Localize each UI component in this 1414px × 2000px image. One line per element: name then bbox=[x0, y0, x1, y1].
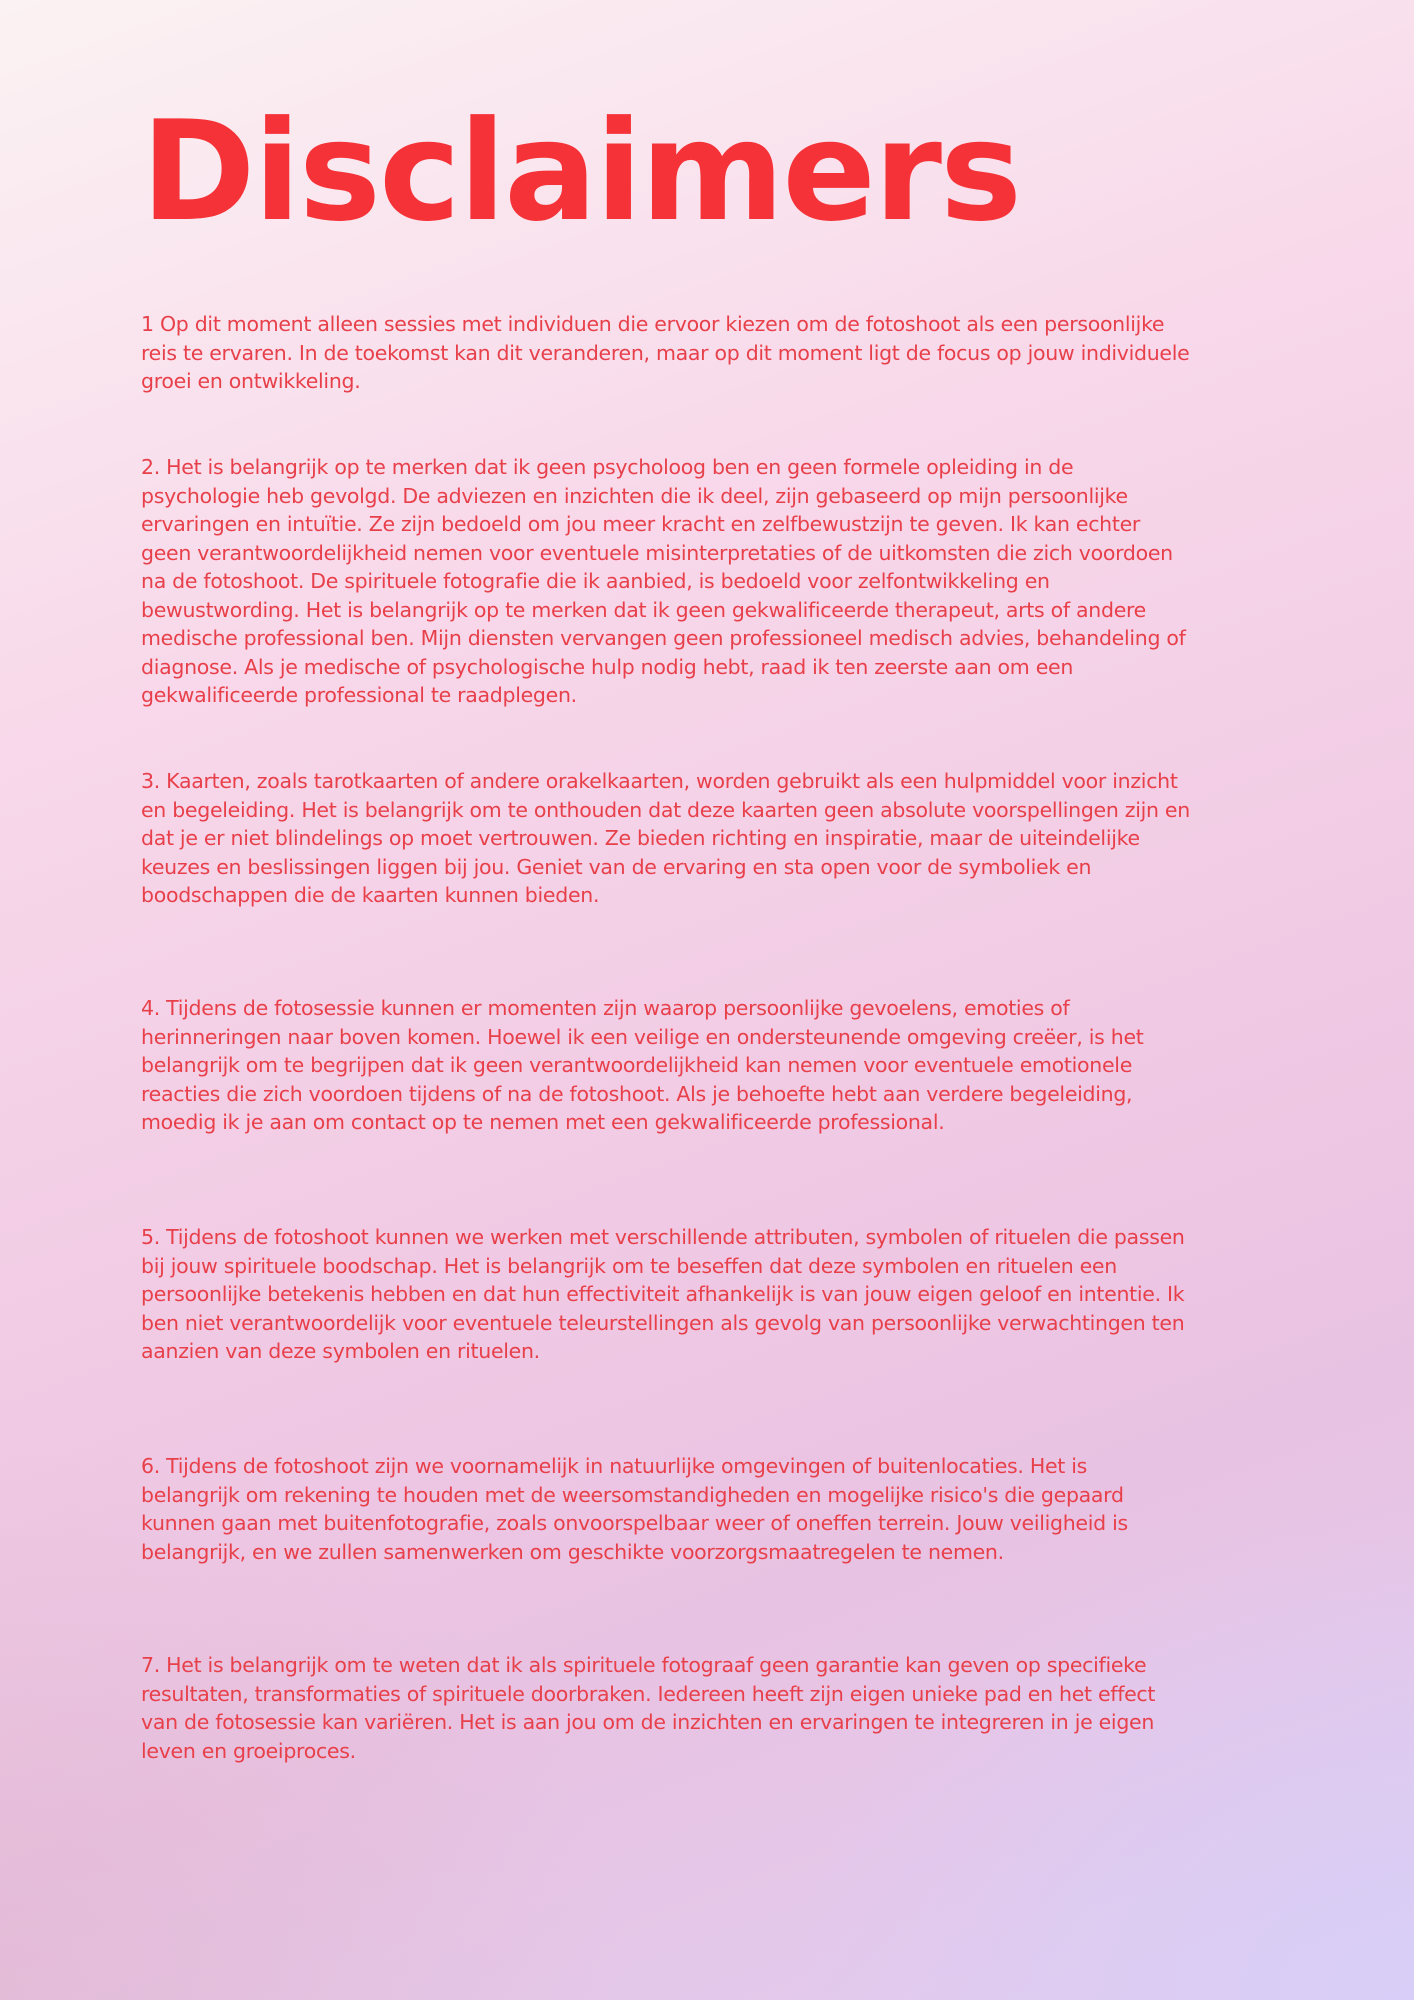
disclaimer-paragraph-2: 2. Het is belangrijk op te merken dat ik geen psycholoog ben en geen formele opleiding in de psychologie heb gevolgd. De adviezen en inzichten die ik deel, zijn gebaseerd op mijn persoonlijke ervaringen en intuïtie. Ze zijn bedoeld om jou meer kracht en zelfbewustzijn te geven. Ik kan echter geen verantwoordelijkheid nemen voor eventuele misinterpretaties of de uitkomsten die zich voordoen na de fotoshoot. De spirituele fotografie die ik aanbied, is bedoeld voor zelfontwikkeling en bewustwording. Het is belangrijk op te merken dat ik geen gekwalificeerde therapeut, arts of andere medische professional ben. Mijn diensten vervangen geen professioneel medisch advies, behandeling of diagnose. Als je medische of psychologische hulp nodig hebt, raad ik ten zeerste aan om een gekwalificeerde professional te raadplegen. bbox=[141, 455, 1186, 707]
page-title: Disclaimers bbox=[141, 91, 1021, 252]
disclaimer-paragraph-5: 5. Tijdens de fotoshoot kunnen we werken met verschillende attributen, symbolen of rituelen die passen bij jouw spirituele boodschap. Het is belangrijk om te beseffen dat deze symbolen en rituelen een persoonlijke betekenis hebben en dat hun effectiviteit afhankelijk is van jouw eigen geloof en intentie. Ik ben niet verantwoordelijk voor eventuele teleurstellingen als gevolg van persoonlijke verwachtingen ten aanzien van deze symbolen en rituelen. bbox=[141, 1225, 1185, 1363]
disclaimer-paragraph-7: 7. Het is belangrijk om te weten dat ik als spirituele fotograaf geen garantie kan geven op specifieke resultaten, transformaties of spirituele doorbraken. Iedereen heeft zijn eigen unieke pad en het effect van de fotosessie kan variëren. Het is aan jou om de inzichten en ervaringen te integreren in je eigen leven en groeiproces. bbox=[141, 1653, 1156, 1763]
disclaimer-paragraph-6: 6. Tijdens de fotoshoot zijn we voornamelijk in natuurlijke omgevingen of buitenlocaties. Het is belangrijk om rekening te houden met de weersomstandigheden en mogelijke risico's die gepaard kunnen gaan met buitenfotografie, zoals onvoorspelbaar weer of oneffen terrein. Jouw veiligheid is belangrijk, en we zullen samenwerken om geschikte voorzorgsmaatregelen te nemen. bbox=[141, 1454, 1128, 1564]
disclaimer-paragraph-1: 1 Op dit moment alleen sessies met individuen die ervoor kiezen om de fotoshoot als een persoonlijke reis te ervaren. In de toekomst kan dit veranderen, maar op dit moment ligt de focus op jouw individuele groei en ontwikkeling. bbox=[141, 312, 1190, 393]
disclaimer-paragraph-4: 4. Tijdens de fotosessie kunnen er momenten zijn waarop persoonlijke gevoelens, emoties of herinneringen naar boven komen. Hoewel ik een veilige en ondersteunende omgeving creëer, is het belangrijk om te begrijpen dat ik geen verantwoordelijkheid kan nemen voor eventuele emotionele reacties die zich voordoen tijdens of na de fotoshoot. Als je behoefte hebt aan verdere begeleiding, moedig ik je aan om contact op te nemen met een gekwalificeerde professional. bbox=[141, 996, 1144, 1134]
disclaimer-paragraph-3: 3. Kaarten, zoals tarotkaarten of andere orakelkaarten, worden gebruikt als een hulpmiddel voor inzicht en begeleiding. Het is belangrijk om te onthouden dat deze kaarten geen absolute voorspellingen zijn en dat je er niet blindelings op moet vertrouwen. Ze bieden richting en inspiratie, maar de uiteindelijke keuzes en beslissingen liggen bij jou. Geniet van de ervaring en sta open voor de symboliek en boodschappen die de kaarten kunnen bieden. bbox=[141, 769, 1190, 907]
